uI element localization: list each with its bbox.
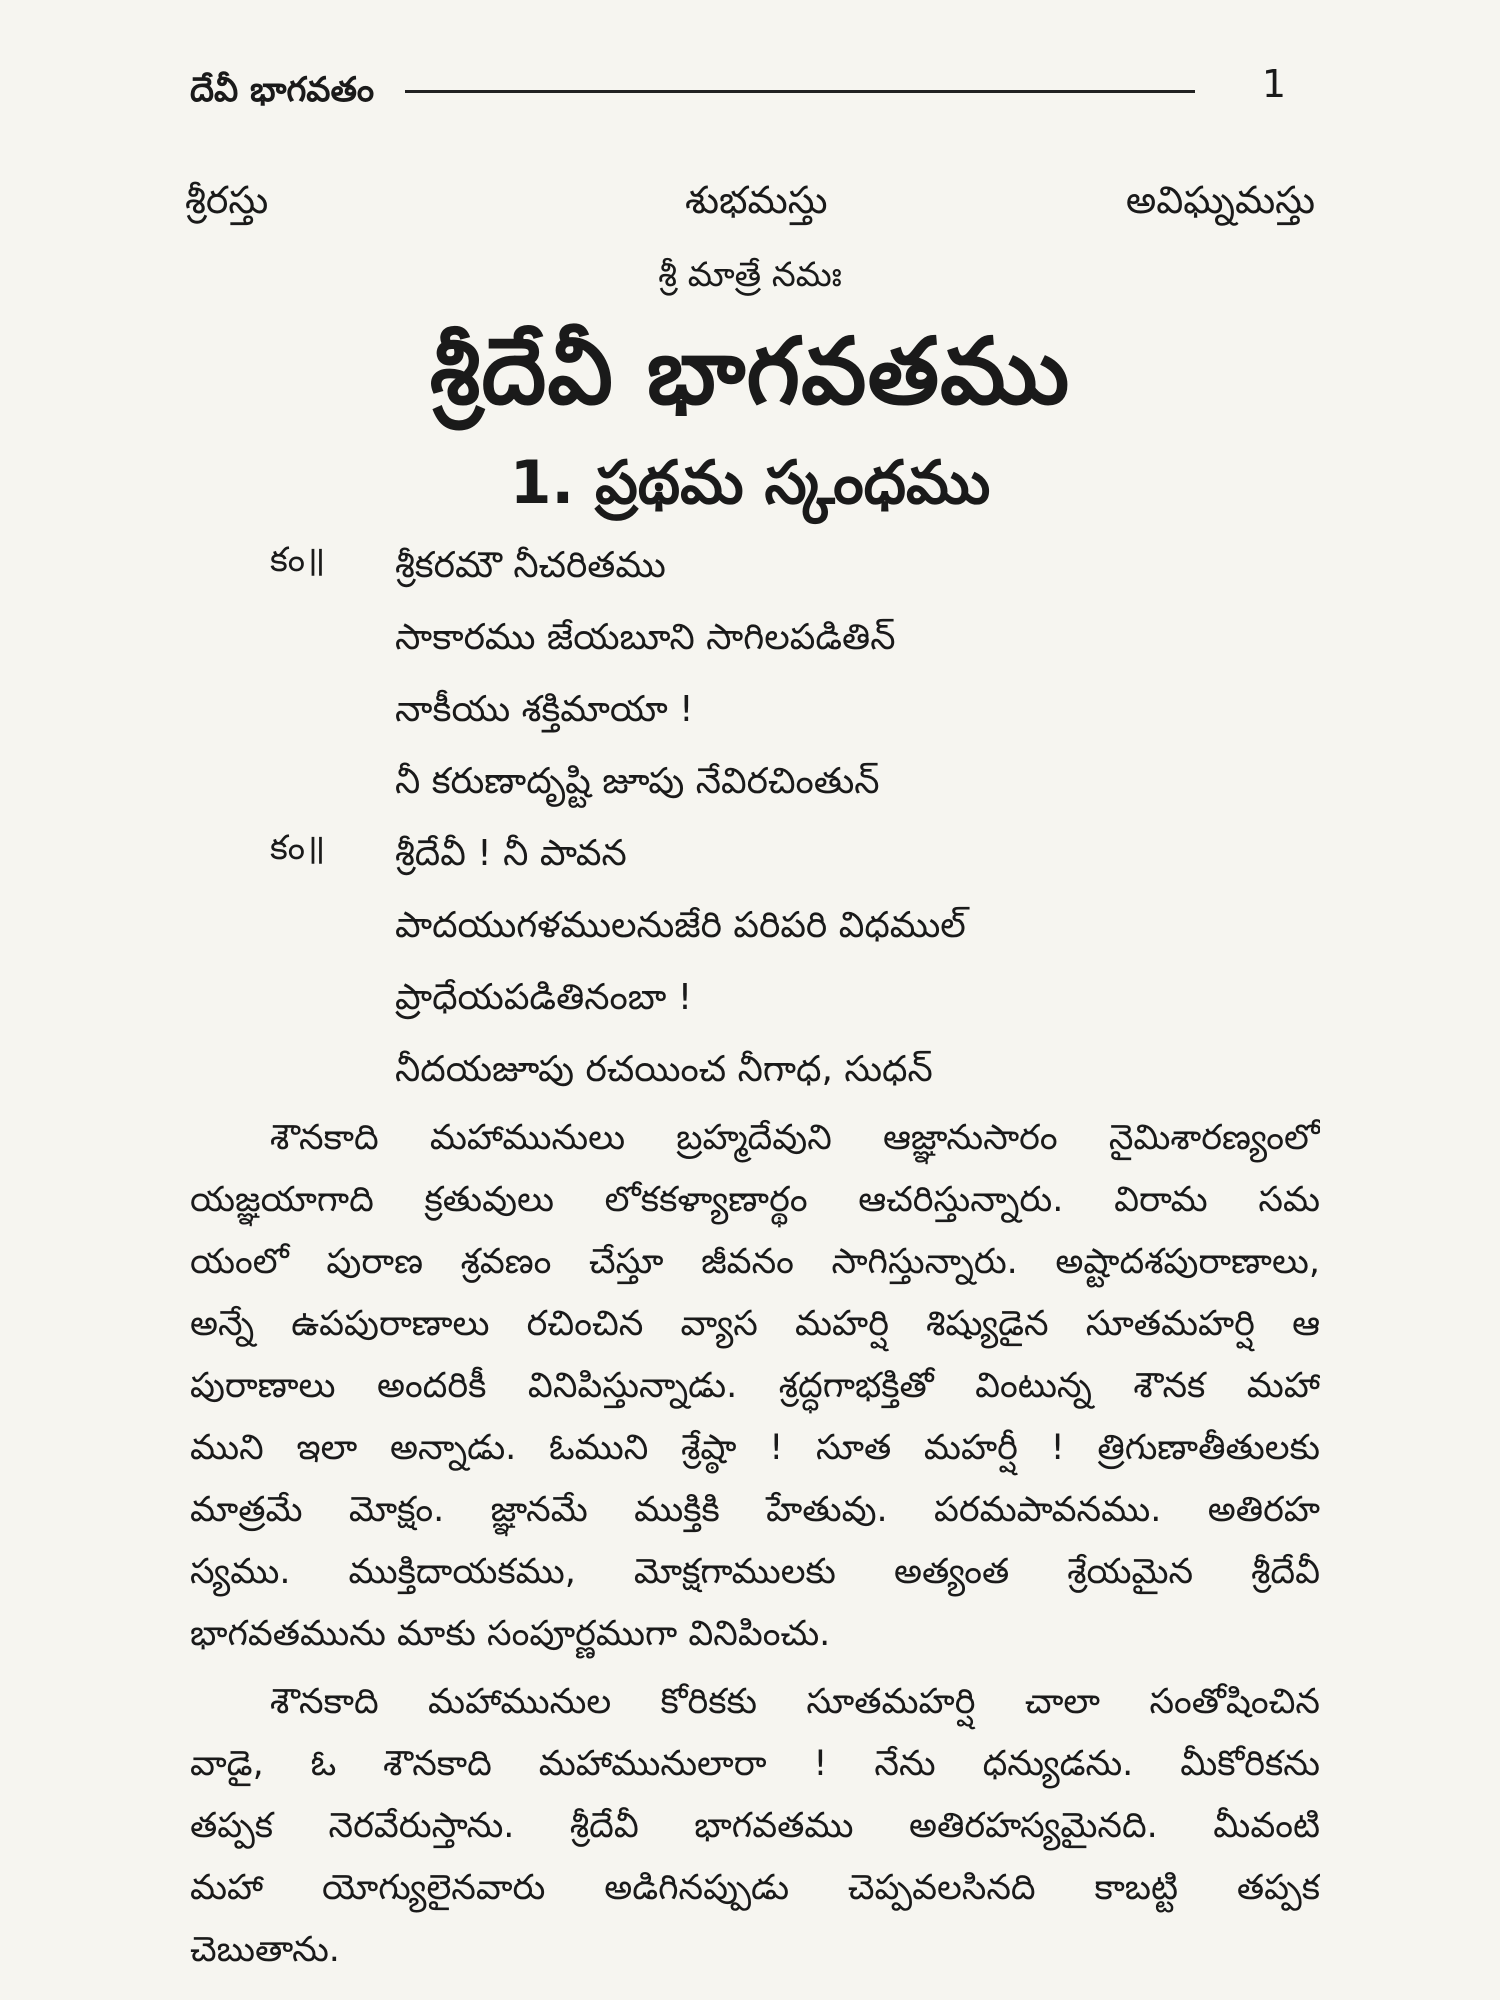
paragraph-line: చెబుతాను. bbox=[190, 1930, 340, 1970]
paragraph-line: పురాణాలు అందరికీ వినిపిస్తున్నాడు. శ్రద్ధగాభక్తితో వింటున్న శౌనక మహా bbox=[190, 1366, 1320, 1406]
verse-line: శ్రీకరమౌ నీచరితము bbox=[395, 545, 666, 586]
verse-line: నీదయజూపు రచయించ నీగాధ, సుధన్ bbox=[395, 1049, 933, 1090]
verse-marker: కం॥ bbox=[270, 828, 326, 868]
page-number: 1 bbox=[1261, 62, 1286, 106]
paragraph-line: శౌనకాది మహామునుల కోరికకు సూతమహర్షి చాలా సంతోషించిన bbox=[270, 1682, 1320, 1722]
benediction-left: శ్రీరస్తు bbox=[185, 178, 269, 222]
verse-line: పాదయుగళములనుజేరి పరిపరి విధముల్ bbox=[395, 905, 966, 946]
paragraph-line: భాగవతమును మాకు సంపూర్ణముగా వినిపించు. bbox=[190, 1614, 831, 1654]
paragraph-line: వాడై, ఓ శౌనకాది మహామునులారా ! నేను ధన్యుడను. మీకోరికను bbox=[190, 1744, 1320, 1784]
benedictions-row bbox=[185, 178, 1315, 238]
paragraph-line: తప్పక నెరవేరుస్తాను. శ్రీదేవీ భాగవతము అతిరహస్యమైనది. మీవంటి bbox=[190, 1806, 1320, 1846]
book-title: శ్రీదేవీ భాగవతము bbox=[429, 318, 1071, 425]
running-header bbox=[190, 62, 1300, 122]
verse-lines bbox=[395, 828, 1315, 1116]
paragraph-line: మాత్రమే మోక్షం. జ్ఞానమే ముక్తికి హేతువు. పరమపావనము. అతిరహ bbox=[190, 1490, 1320, 1530]
benediction-right: అవిఘ్నమస్తు bbox=[1125, 178, 1315, 222]
verse-line: శ్రీదేవీ ! నీ పావన bbox=[395, 833, 627, 874]
verse-line: నాకీయు శక్తిమాయా ! bbox=[395, 689, 694, 730]
verse-line: సాకారము జేయబూని సాగిలపడితిన్ bbox=[395, 617, 896, 658]
paragraph-line: యజ్ఞయాగాది క్రతువులు లోకకళ్యాణార్థం ఆచరిస్తున్నారు. విరామ సమ bbox=[190, 1180, 1320, 1220]
invocation: శ్రీ మాత్రే నమః bbox=[658, 255, 842, 295]
paragraph-line: అన్నే ఉపపురాణాలు రచించిన వ్యాస మహర్షి శిష్యుడైన సూతమహర్షి ఆ bbox=[190, 1304, 1320, 1344]
header-rule bbox=[405, 90, 1195, 93]
benediction-center: శుభమస్తు bbox=[685, 178, 828, 222]
running-title: దేవీ భాగవతం bbox=[190, 70, 375, 110]
verse-line: ప్రాధేయపడితినంబా ! bbox=[395, 977, 693, 1018]
verse-lines bbox=[395, 540, 1315, 828]
verse-line: నీ కరుణాదృష్టి జూపు నేవిరచింతున్ bbox=[395, 761, 880, 802]
paragraph-line: స్యము. ముక్తిదాయకము, మోక్షగాములకు అత్యంత శ్రేయమైన శ్రీదేవీ bbox=[190, 1552, 1320, 1592]
paragraph bbox=[190, 1112, 1320, 1670]
verse-marker: కం॥ bbox=[270, 540, 326, 580]
paragraph-line: యంలో పురాణ శ్రవణం చేస్తూ జీవనం సాగిస్తున్నారు. అష్టాదశపురాణాలు, bbox=[190, 1242, 1320, 1282]
paragraph-line: ముని ఇలా అన్నాడు. ఓముని శ్రేష్ఠా ! సూత మహర్షీ ! త్రిగుణాతీతులకు bbox=[190, 1428, 1320, 1468]
paragraph-line: శౌనకాది మహామునులు బ్రహ్మదేవుని ఆజ్ఞానుసారం నైమిశారణ్యంలో bbox=[270, 1118, 1320, 1158]
chapter-title: 1. ప్రథమ స్కంధము bbox=[509, 448, 991, 518]
paragraph bbox=[190, 1676, 1320, 1986]
paragraph-line: మహా యోగ్యులైనవారు అడిగినప్పుడు చెప్పవలసినది కాబట్టి తప్పక bbox=[190, 1868, 1320, 1908]
